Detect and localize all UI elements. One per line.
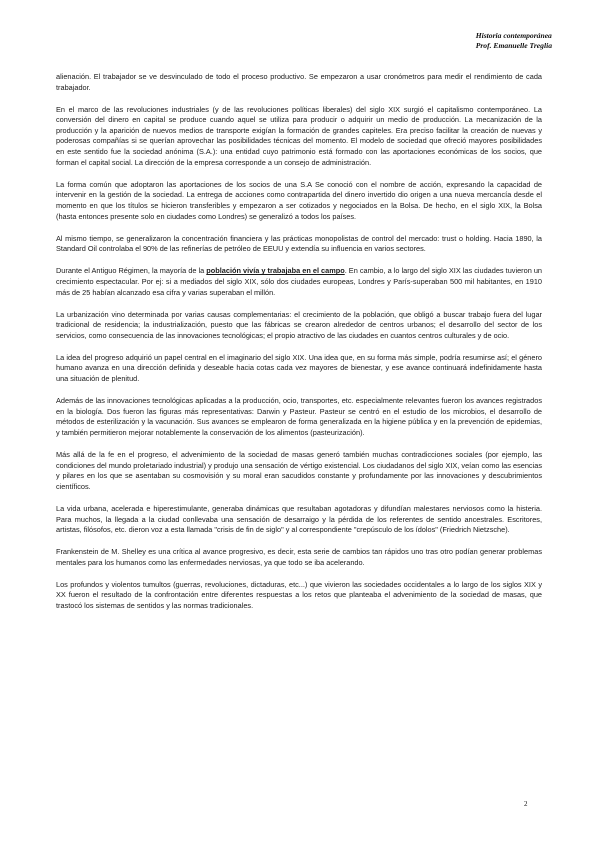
paragraph-urban-growth-end: . En cambio, a lo largo del siglo XIX las ciudades tuvieron un crecimiento espectacular. Por ej: si a mediados del siglo XIX, sólo dos ciudades europeas, Londres y París-superaban 500 mil habitantes, en 1910 más de 25 habían alcanzado esa cifra y varias superaban el millón. <box>56 266 542 297</box>
paragraph-alienation: alienación. El trabajador se ve desvinculado de todo el proceso productivo. Se empezaron a usar cronómetros para medir el rendimiento de cada trabajador. <box>56 72 542 92</box>
page-header <box>476 31 552 51</box>
paragraph-concentration: Al mismo tiempo, se generalizaron la concentración financiera y las prácticas monopolistas de control del mercado: trust o holding. Hacia 1890, la Standard Oil controlaba el 90% de las refinerías de petróleo de EEUU y extendía su influencia en varios sectores. <box>56 233 542 254</box>
paragraph-progress-idea: La idea del progreso adquirió un papel central en el imaginario del siglo XIX. Una idea que, en su forma más simple, podría resumirse así; el género humano avanza en una dirección definida y deseable hacia cotas cada vez mayores de bienestar, y ese avance continuará indefinidamente hasta una situación de plenitud. <box>56 352 542 384</box>
paragraph-capitalism: En el marco de las revoluciones industriales (y de las revoluciones políticas liberales) del siglo XIX surgió el capitalismo contemporáneo. La conversión del dinero en capital se produce cuando aquel se utiliza para producir o adquirir un medio de producción. La mecanización de la producción y la aparición de nuevos medios de transporte exigían la formación de grandes capiteles. Era preciso facilitar la creación de nuevas y poderosas compañías si se querían aprovechar las posibilidades técnicas del momento. El modelo de sociedad que ofreció mayores posibilidades en este sentido fue la sociedad anónima (S.A.): una entidad cuyo patrimonio está formado con las aportaciones económicas de los socios, que forman el capital social. La dirección de la empresa corresponde a un consejo de administración. <box>56 104 542 167</box>
header-course-title: Historia contemporánea <box>475 31 552 40</box>
paragraph-urban-growth <box>56 266 542 298</box>
paragraph-mass-society: Más allá de la fe en el progreso, el advenimiento de la sociedad de masas generó también muchas contradicciones sociales (por ejemplo, las condiciones del mundo proletariado industrial) y produjo una sensación de vértigo existencial. Los ciudadanos del siglo XIX, veían como las esencias y pilares en los que se asentaban su cosmovisión y su moral eran sacudidos constante y profundamente por las innovaciones y descubrimientos científicos. <box>56 450 542 491</box>
rural-population-link[interactable]: población vivía y trabajaba en el campo <box>206 266 345 276</box>
document-body <box>56 72 542 623</box>
header-professor: Prof. Emanuelle Treglia <box>475 41 552 50</box>
paragraph-biology-advances: Además de las innovaciones tecnológicas aplicadas a la producción, ocio, transportes, etc. especialmente relevantes fueron los avances registrados en la biología. Dos fueron las figuras más representativas: Darwin y Pasteur. Pasteur se centró en el estudio de los microbios, el desarrollo de métodos de esterilización y la vacunación. Sus avances se emplearon de forma generalizada en la higiene pública y en la prevención de epidemias, y también permitieron mejorar notablemente la conservación de los alimentos (pasteurización). <box>56 396 542 437</box>
paragraph-tumults: Los profundos y violentos tumultos (guerras, revoluciones, dictaduras, etc...) que vivieron las sociedades occidentales a lo largo de los siglos XIX y XX fueron el resultado de la confrontación entre diferentes respuestas a los retos que planteaba el advenimiento de la sociedad de masas, que trastocó los sistemas de sentidos y las normas tradicionales. <box>56 579 542 611</box>
paragraph-urban-growth-start: Durante el Antiguo Régimen, la mayoría de la <box>56 266 207 276</box>
paragraph-urban-life: La vida urbana, acelerada e hiperestimulante, generaba dinámicas que resultaban agotadoras y difundían malestares nerviosos como la histeria. Para muchos, la llegada a la ciudad conllevaba una sensación de desarraigo y la pérdida de los referentes de sentido ancestrales. Escritores, artistas, filósofos, etc. dieron voz a esta llamada "crisis de fin de siglo" y al correspondiente "crepúsculo de los ídolos" (Friedrich Nietzsche). <box>56 503 542 535</box>
page-number: 2 <box>524 800 528 808</box>
paragraph-urbanization-causes: La urbanización vino determinada por varias causas complementarias: el crecimiento de la población, que obligó a buscar trabajo fuera del lugar tradicional de residencia; la industrialización, puesto que las fábricas se crearon alrededor de centros urbanos; el desarrollo del sector de los servicios, como consecuencia de las innovaciones tecnológicas; el propio atractivo de las ciudades en cuantos centros culturales y de ocio. <box>56 309 542 340</box>
paragraph-shares: La forma común que adoptaron las aportaciones de los socios de una S.A Se conoció con el nombre de acción, expresando la capacidad de intervenir en la gestión de la sociedad. La entrega de acciones como contrapartida del dinero invertido dio origen a una nueva mercancía desde el momento en que los títulos se hicieron transferibles y empezaron a ser cotizados y negociados en la Bolsa. De hecho, en el siglo XIX, la Bolsa (hasta entonces presente solo en ciudades como Londres) se generalizó a todos los países. <box>56 179 542 221</box>
paragraph-frankenstein: Frankenstein de M. Shelley es una crítica al avance progresivo, es decir, esta serie de cambios tan rápidos uno tras otro podían generar problemas mentales para los humanos como las enfermedades nerviosas, ya que todo se iba acelerando. <box>56 547 542 567</box>
